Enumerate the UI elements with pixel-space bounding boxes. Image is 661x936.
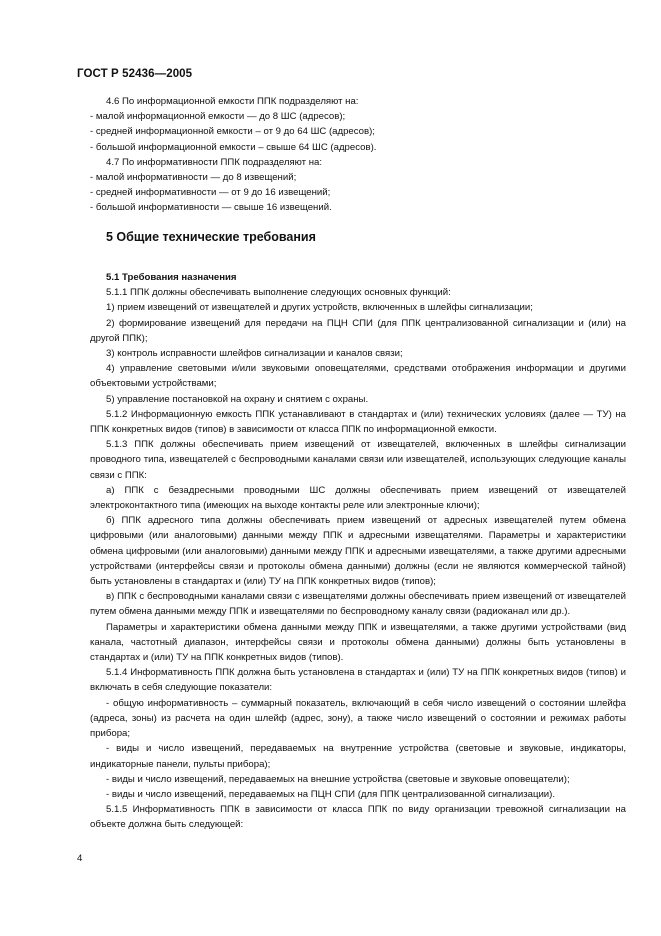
- list-item: 3) контроль исправности шлейфов сигнализации и каналов связи;: [106, 348, 403, 360]
- list-item: 5) управление постановкой на охрану и снятием с охраны.: [106, 393, 369, 405]
- list-item: - средней информативности — от 9 до 16 извещений;: [90, 187, 331, 199]
- list-item: - общую информативность – суммарный показатель, включающий в себя число извещений о состоянии шлейфа (адреса, зоны) из расчета на один шлейф (адрес, зону), а также число извещений о состоянии и режимах работы прибора;: [90, 697, 626, 740]
- paragraph-4-6: 4.6 По информационной емкости ППК подразделяют на:: [106, 96, 359, 107]
- list-item: 1) прием извещений от извещателей и других устройств, включенных в шлейфы сигнализации;: [106, 302, 533, 314]
- list-item: б) ППК адресного типа должны обеспечивать прием извещений от адресных извещателей путем обмена цифровыми (или аналоговыми) данными между ППК и адресными извещателями. Параметры и характеристики обмена цифровыми (или аналоговыми) данными между ППК и адресными извещателями, а также другими адресными устройствами (интерфейсы связи и протоколы обмена данными) должны (если не являются коммерческой тайной) быть установлены в стандартах и (или) ТУ на ППК конкретных видов (типов);: [90, 515, 626, 588]
- list-item: в) ППК с беспроводными каналами связи с извещателями должны обеспечивать прием извещений от извещателей путем обмена данными между ППК и извещателями по беспроводному каналу связи (радиоканал или др.).: [90, 591, 626, 618]
- paragraph-5-1-5: 5.1.5 Информативность ППК в зависимости от класса ППК по виду организации тревожной сигнализации на объекте должна быть следующей:: [90, 804, 626, 831]
- document-header: ГОСТ Р 52436—2005: [77, 68, 193, 80]
- list-item: 4) управление световыми и/или звуковыми оповещателями, средствами отображения информации и другими объектовыми устройствами;: [90, 363, 626, 390]
- list-item: 2) формирование извещений для передачи на ПЦН СПИ (для ППК централизованной сигнализации и (или) на другой ППК);: [90, 317, 626, 344]
- section-5-title: 5 Общие технические требования: [106, 230, 316, 244]
- list-item: - средней информационной емкости – от 9 до 64 ШС (адресов);: [90, 126, 375, 138]
- list-item: - большой информационной емкости – свыше 64 ШС (адресов).: [90, 141, 377, 153]
- list-item: - большой информативности — свыше 16 извещений.: [90, 202, 332, 214]
- subsection-5-1-title: 5.1 Требования назначения: [106, 272, 237, 283]
- list-item: - виды и число извещений, передаваемых на внешние устройства (световые и звуковые оповещатели);: [106, 773, 570, 785]
- paragraph-4-7: 4.7 По информативности ППК подразделяют на:: [106, 156, 323, 168]
- list-item: - виды и число извещений, передаваемых на внутренние устройства (световые и звуковые, индикаторы, индикаторные панели, пульты прибора);: [90, 743, 626, 770]
- paragraph-parameters: Параметры и характеристики обмена данными между ППК и извещателями, а также другими устройствами (вид канала, частотный диапазон, интерфейсы связи и протоколы обмена данными) должны быть установлены в стандартах и (или) ТУ на ППК конкретных видов (типов).: [90, 621, 626, 664]
- paragraph-5-1-4: 5.1.4 Информативность ППК должна быть установлена в стандартах и (или) ТУ на ППК конкретных видов (типов) и включать в себя следующие показатели:: [90, 667, 626, 694]
- paragraph-5-1-2: 5.1.2 Информационную емкость ППК устанавливают в стандартах и (или) технических условиях (далее — ТУ) на ППК конкретных видов (типов) в зависимости от класса ППК по информационной емкости.: [90, 408, 626, 436]
- page-number: 4: [77, 853, 83, 864]
- list-item: - малой информативности — до 8 извещений;: [90, 172, 297, 184]
- list-item: а) ППК с безадресными проводными ШС должны обеспечивать прием извещений от извещателей электроконтактного типа (имеющих на выходе контакты реле или электронные ключи);: [90, 484, 626, 512]
- list-item: - малой информационной емкости — до 8 ШС (адресов);: [90, 111, 346, 123]
- section-4-classification: [90, 94, 626, 216]
- list-item: - виды и число извещений, передаваемых на ПЦН СПИ (для ППК централизованной сигнализации).: [106, 788, 556, 800]
- paragraph-5-1-1: 5.1.1 ППК должны обеспечивать выполнение следующих основных функций:: [106, 287, 451, 299]
- section-5-body: [90, 270, 626, 833]
- paragraph-5-1-3: 5.1.3 ППК должны обеспечивать прием извещений от извещателей, включенных в шлейфы сигнализации проводного типа, извещателей с беспроводными каналами связи или извещателей, использующих следующие каналы связи с ППК:: [90, 439, 626, 481]
